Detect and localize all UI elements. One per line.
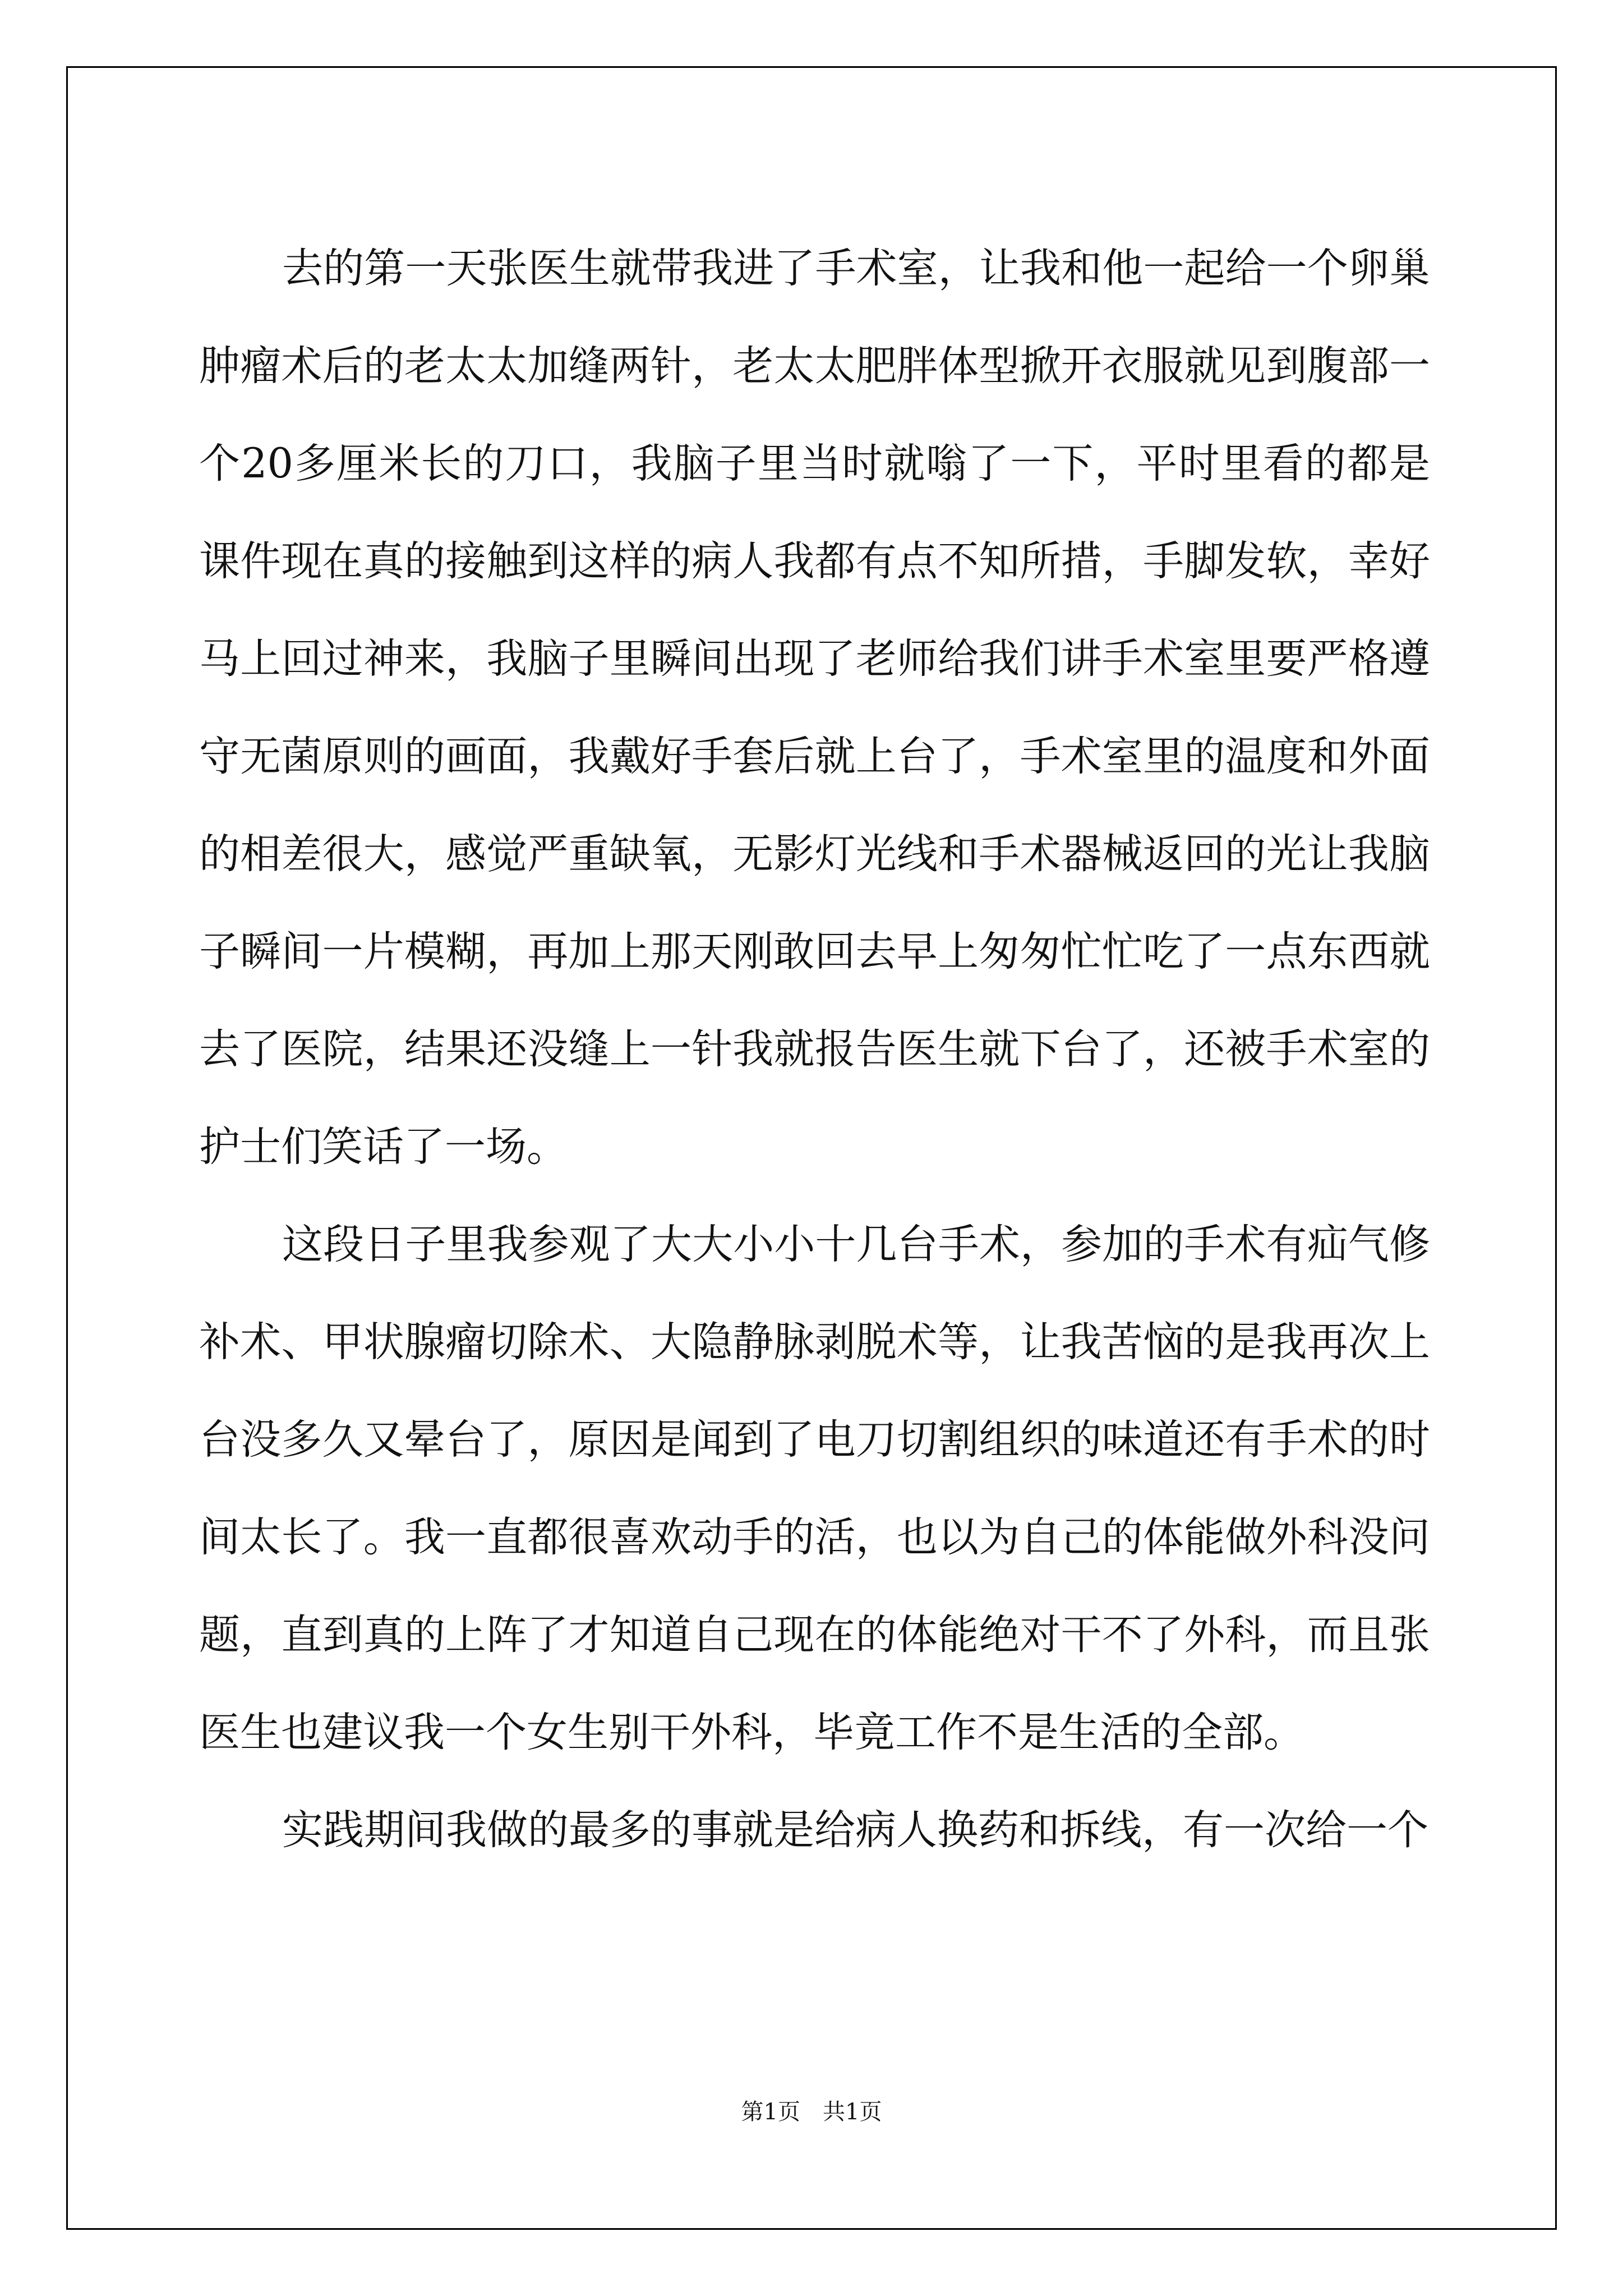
document-body — [199, 220, 1430, 1879]
page-footer — [0, 2098, 1623, 2126]
paragraph-3: 实践期间我做的最多的事就是给病人换药和拆线，有一次给一个 — [282, 1806, 1428, 1854]
paragraph-2: 这段日子里我参观了大大小小十几台手术，参加的手术有疝气修补术、甲状腺瘤切除术、大隐静脉剥脱术等，让我苦恼的是我再次上台没多久又晕台了，原因是闻到了电刀切割组织的味道还有手术的时间太长了。我一直都很喜欢动手的活，也以为自己的体能做外科没问题，直到真的上阵了才知道自己现在的体能绝对干不了外科，而且张医生也建议我一个女生别干外科，毕竟工作不是生活的全部。 — [199, 1221, 1430, 1756]
page-total: 共1页 — [823, 2099, 882, 2125]
paragraph-1: 去的第一天张医生就带我进了手术室，让我和他一起给一个卵巢肿瘤术后的老太太加缝两针，老太太肥胖体型掀开衣服就见到腹部一个20多厘米长的刀口，我脑子里当时就嗡了一下，平时里看的都是课件现在真的接触到这样的病人我都有点不知所措，手脚发软，幸好马上回过神来，我脑子里瞬间出现了老师给我们讲手术室里要严格遵守无菌原则的画面，我戴好手套后就上台了，手术室里的温度和外面的相差很大，感觉严重缺氧，无影灯光线和手术器械返回的光让我脑子瞬间一片模糊，再加上那天刚敢回去早上匆匆忙忙吃了一点东西就去了医院，结果还没缝上一针我就报告医生就下台了，还被手术室的护士们笑话了一场。 — [199, 245, 1430, 1171]
page-number: 第1页 — [741, 2099, 800, 2125]
